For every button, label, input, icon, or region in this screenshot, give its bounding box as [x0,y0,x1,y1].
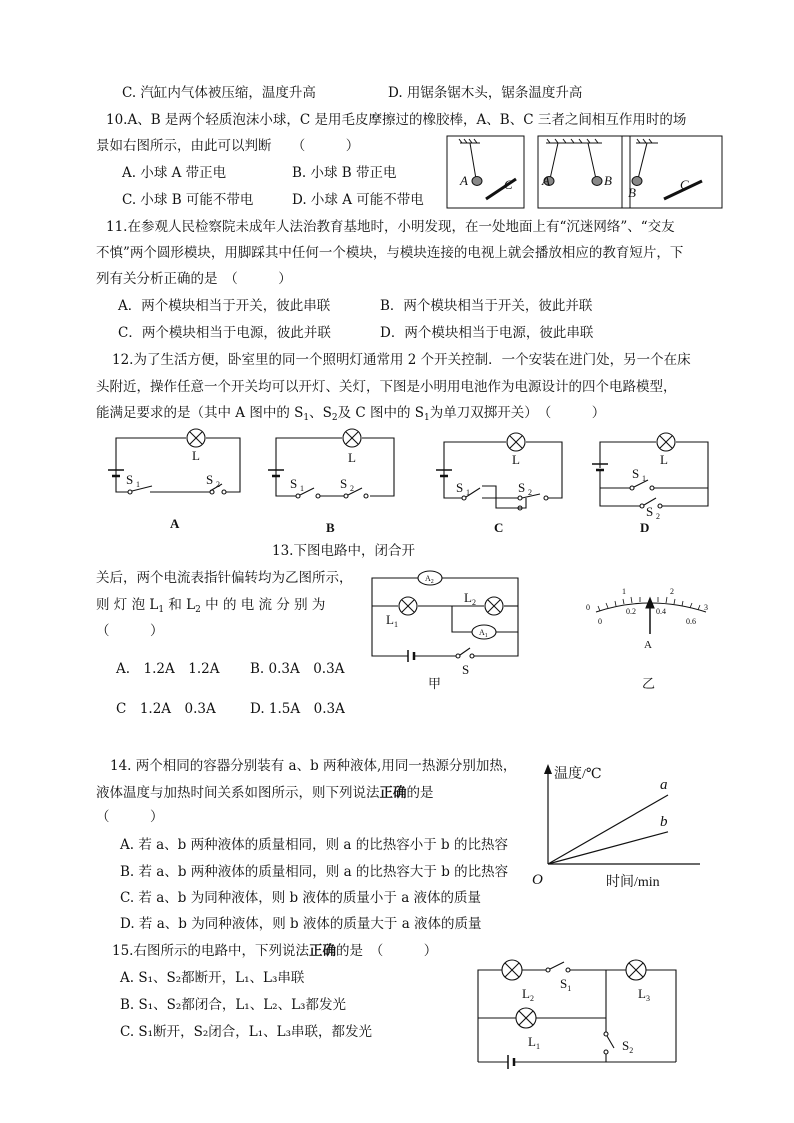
q13-label-l1: $L_1$ [386,612,398,629]
q12-d-sub2: 2 [656,512,660,521]
q13-stem-line1: 13.下图电路中，闭合开 [272,543,415,559]
q15-label-s2: $S_2$ [622,1038,634,1055]
q12-b-label-s1: S [290,476,298,491]
q12-d-label-s1: S [632,466,640,481]
q10-stem-line1: 10.A、B 是两个轻质泡沫小球，C 是用毛皮摩擦过的橡胶棒，A、B、C 三者之间相互作用时的场 [106,112,687,128]
q12-b-sub1: 1 [300,484,304,493]
q12-a-label-s1: S [126,472,134,487]
q13-scale-top-0: 0 [586,603,590,612]
q14-stem-line1: 14. 两个相同的容器分别装有 a、b 两种液体,用同一热源分别加热， [110,758,517,774]
q13-scale-bot-0: 0 [598,617,602,626]
q12-c-caption: C [494,520,504,535]
q14-temperature-time-chart [528,760,728,890]
q12-a-label-s2: S [206,472,214,487]
q12-stem-line3: 能满足要求的是（其中 A 图中的 $S_1$、$S_2$及 C 图中的 $S_1$为单刀双掷开关） （ ） [96,405,606,423]
q15-stem: 15.右图所示的电路中，下列说法正确的是 （ ） [112,943,438,959]
q13-scale-bot-2: 0.4 [656,607,666,616]
q9-option-d: D. 用锯条锯木头，锯条温度升高 [388,85,583,101]
q11-stem-line1: 11.在参观人民检察院未成年人法治教育基地时，小明发现，在一处地面上有“沉迷网络”、“交友 [106,219,675,235]
q12-stem-line2: 头附近，操作任意一个开关均可以开灯、关灯，下图是小明用电池作为电源设计的四个电路模型， [96,379,677,395]
q12-a-sub2: 2 [216,480,220,489]
q13-label-s: S [462,662,470,677]
q11-option-d: D．两个模块相当于电源，彼此串联 [380,325,594,341]
series-label-b: b [660,813,668,830]
q15-label-l3: $L_3$ [638,986,650,1003]
q11-stem-line3: 列有关分析正确的是 （ ） [96,271,292,287]
chart-x-label: 时间/min [606,875,660,890]
q13-caption-jia: 甲 [428,676,442,691]
series-line-b [548,832,668,864]
q12-c-label-s2: S [518,480,526,495]
q12-c-sub1: 1 [466,488,470,497]
q13-scale-bot-3: 0.6 [686,617,696,626]
q10-option-c: C. 小球 B 可能不带电 [122,192,254,208]
q14-option-c: C. 若 a、b 为同种液体，则 b 液体的质量小于 a 液体的质量 [120,890,482,906]
series-label-a: a [660,777,668,793]
q13-scale-bot-1: 0.2 [626,607,636,616]
q10-stem-line2: 景如右图所示，由此可以判断 （ ） [96,138,360,154]
q13-unit-a: A [644,639,652,651]
chart-y-label: 温度/℃ [554,767,602,782]
q13-option-c: C 1.2A 0.3A [116,701,216,717]
chart-origin-label: O [532,872,543,888]
q10-option-b: B. 小球 B 带正电 [292,165,397,181]
q10-option-a: A. 小球 A 带正电 [122,165,227,181]
q13-scale-top-3: 3 [704,603,708,612]
q13-circuit-and-ammeter-figure [364,566,744,690]
q12-a-label-l: L [192,448,200,463]
q10-label-a: A [460,173,468,188]
q12-stem-line1: 12.为了生活方便，卧室里的同一个照明灯通常用 2 个开关控制．一个安装在进门处，另一个在床 [112,352,691,368]
q15-option-c: C. S₁断开，S₂闭合，L₁、L₃串联，都发光 [120,1024,373,1040]
q13-ammeter-a1: $A_1$ [479,628,488,639]
q11-stem-line2: 不慎”两个圆形模块，用脚踩其中任何一个模块，与模块连接的电视上就会播放相应的教育短片，下 [96,245,684,261]
q15-label-s1: $S_1$ [560,976,572,993]
q9-option-c: C. 汽缸内气体被压缩，温度升高 [122,85,316,101]
q13-stem-line2: 关后，两个电流表指针偏转均为乙图所示， [96,570,353,586]
q11-option-c: C．两个模块相当于电源，彼此并联 [118,325,331,341]
q14-option-a: A. 若 a、b 两种液体的质量相同，则 a 的比热容小于 b 的比热容 [120,837,508,853]
q13-scale-top-1: 1 [622,587,626,596]
q13-ammeter-a2: $A_2$ [425,574,434,585]
q12-a-sub1: 1 [136,480,140,489]
q10-label-b2: B [628,185,636,200]
series-line-a [548,795,668,864]
q13-stem-line3: 则 灯 泡 $L_1$ 和 $L_2$ 中 的 电 流 分 别 为 [96,597,326,615]
q12-b-label-l: L [348,450,356,465]
q14-paren: （ ） [96,809,164,825]
q11-option-a: A．两个模块相当于开关，彼此串联 [118,298,331,314]
q14-stem-line2: 液体温度与加热时间关系如图所示，则下列说法正确的是 [96,785,434,801]
q14-option-d: D. 若 a、b 为同种液体，则 b 液体的质量大于 a 液体的质量 [120,916,482,932]
q13-option-d: D. 1.5A 0.3A [250,701,345,717]
q10-label-c2: C [680,177,689,192]
q12-c-label-l: L [512,452,520,467]
q15-label-l2: $L_2$ [522,986,534,1003]
q12-circuit-options-figure [100,424,720,538]
q15-label-l1: $L_1$ [528,1034,540,1051]
q12-d-label-l: L [660,452,668,467]
q13-scale-top-2: 2 [670,587,674,596]
q12-c-sub2: 2 [528,488,532,497]
q10-option-d: D. 小球 A 可能不带电 [292,192,424,208]
q15-circuit-figure [470,952,690,1074]
q15-option-b: B. S₁、S₂都闭合，L₁、L₂、L₃都发光 [120,997,346,1013]
q15-option-a: A. S₁、S₂都断开，L₁、L₃串联 [120,970,305,986]
q10-label-b: B [604,173,612,188]
q10-label-a2: A [542,173,550,188]
q10-label-c: C [504,177,513,192]
q12-b-label-s2: S [340,476,348,491]
q13-caption-yi: 乙 [642,676,656,691]
q12-b-sub2: 2 [350,484,354,493]
q13-label-l2: $L_2$ [464,590,476,607]
q13-option-a: A. 1.2A 1.2A [116,661,220,677]
q12-b-caption: B [326,520,335,535]
q12-c-label-s1: S [456,480,464,495]
q10-pith-ball-figure [446,135,726,211]
q13-option-b: B. 0.3A 0.3A [250,661,345,677]
q12-d-sub1: 1 [642,474,646,483]
q12-d-label-s2: S [646,504,654,519]
q11-option-b: B．两个模块相当于开关，彼此并联 [380,298,593,314]
q12-a-caption: A [170,516,180,531]
q13-paren: （ ） [96,623,164,639]
q12-d-caption: D [640,520,650,535]
q14-option-b: B. 若 a、b 两种液体的质量相同，则 a 的比热容大于 b 的比热容 [120,864,509,880]
